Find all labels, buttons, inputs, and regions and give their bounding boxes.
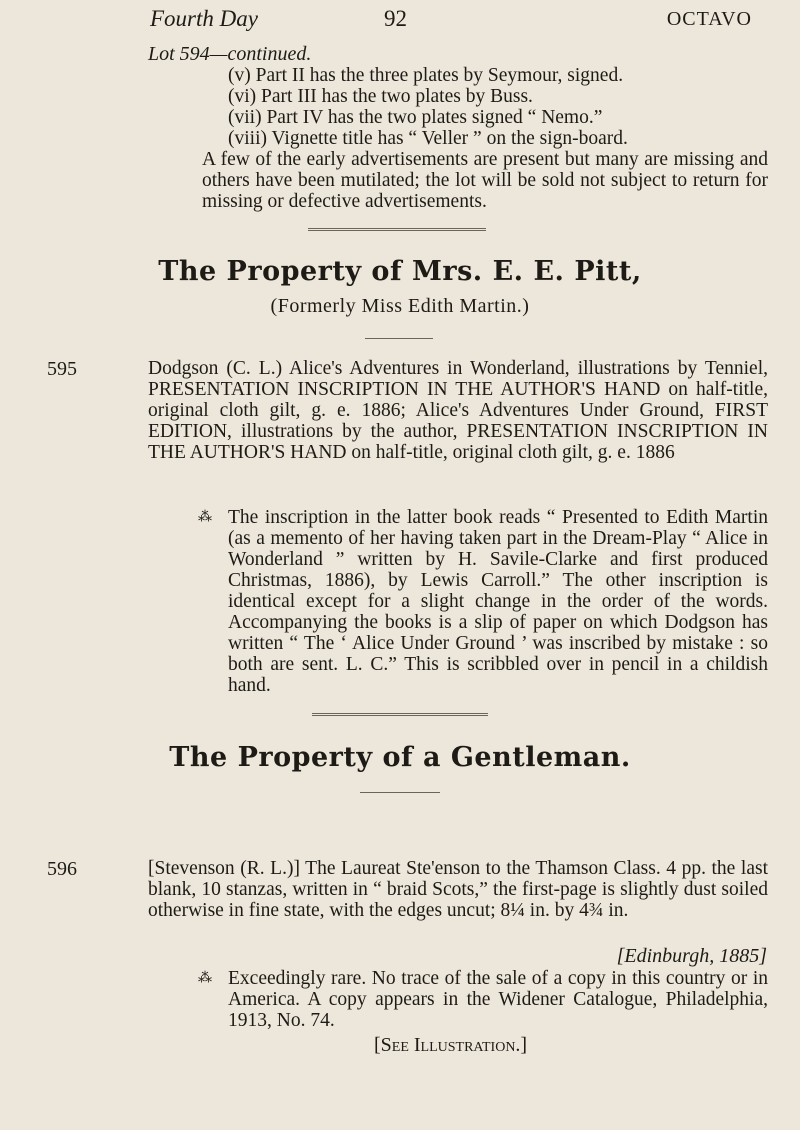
lot-594-advertisements-note: A few of the early advertisements are present but many are missing and others have been mutilated; the lot will be sold not subject to return for missing or defective advertisements. bbox=[202, 149, 768, 212]
section-formerly-note: (Formerly Miss Edith Martin.) bbox=[270, 295, 530, 317]
lot-595-description: Dodgson (C. L.) Alice's Adventures in Wonderland, illustrations by Tenniel, PRESENTATION INSCRIPTION IN THE AUTHOR'S HAND on half-title, original cloth gilt, g. e. 1886; Alice's Adventures Under Ground, FIRST EDITION, illustrations by the author, PRESENTATION INSCRIPTION IN THE AUTHOR'S HAND on half-title, original cloth gilt, g. e. 1886 bbox=[148, 358, 768, 463]
lot-594-item-v: (v) Part II has the three plates by Seymour, signed. bbox=[228, 65, 624, 86]
running-head-day: Fourth Day bbox=[150, 6, 258, 31]
section-divider bbox=[308, 228, 486, 231]
section-heading-gentleman: The Property of a Gentleman. bbox=[169, 742, 631, 773]
lot-number-596: 596 bbox=[47, 858, 77, 880]
asterism-icon: ⁂ bbox=[198, 971, 210, 986]
section-divider bbox=[312, 713, 488, 716]
lot-595-note bbox=[198, 507, 768, 696]
page-number: 92 bbox=[384, 6, 407, 31]
section-heading-pitt: The Property of Mrs. E. E. Pitt, bbox=[158, 256, 642, 287]
lot-596-imprint: [Edinburgh, 1885] bbox=[616, 945, 767, 967]
lot-594-item-vi: (vi) Part III has the two plates by Buss. bbox=[228, 86, 533, 107]
lot-594-continued: Lot 594—continued. bbox=[148, 43, 312, 65]
see-illustration: [See Illustration.] bbox=[374, 1034, 528, 1056]
lot-number-595: 595 bbox=[47, 358, 77, 380]
lot-595-note-text: The inscription in the latter book reads “ Presented to Edith Martin (as a memento of her having taken part in the Dream-Play “ Alice in Wonderland ” written by H. Savile-Clarke and first produced Christmas, 1886), by Lewis Carroll.” The other inscription is identical except for a slight change in the order of the words. Accompanying the books is a slip of paper on which Dodgson has written “ The ‘ Alice Under Ground ’ was inscribed by mistake : so both are sent. L. C.” This is scribbled over in pencil in a childish hand. bbox=[228, 507, 768, 696]
asterism-icon: ⁂ bbox=[198, 510, 210, 525]
short-divider bbox=[360, 792, 440, 793]
lot-596-description: [Stevenson (R. L.)] The Laureat Ste'enson to the Thamson Class. 4 pp. the last blank, 10 stanzas, written in “ braid Scots,” the first-page is slightly dust soiled otherwise in fine state, with the edges uncut; 8¼ in. by 4¾ in. bbox=[148, 858, 768, 921]
lot-594-item-vii: (vii) Part IV has the two plates signed “ Nemo.” bbox=[228, 107, 603, 128]
lot-594-items bbox=[202, 65, 768, 212]
lot-596-note bbox=[198, 968, 768, 1031]
running-head-format: OCTAVO bbox=[666, 8, 752, 30]
lot-594-item-viii: (viii) Vignette title has “ Veller ” on the sign-board. bbox=[228, 128, 628, 149]
lot-596-note-text: Exceedingly rare. No trace of the sale of a copy in this country or in America. A copy appears in the Widener Catalogue, Philadelphia, 1913, No. 74. bbox=[228, 968, 768, 1031]
short-divider bbox=[365, 338, 433, 339]
page-header bbox=[0, 6, 800, 36]
